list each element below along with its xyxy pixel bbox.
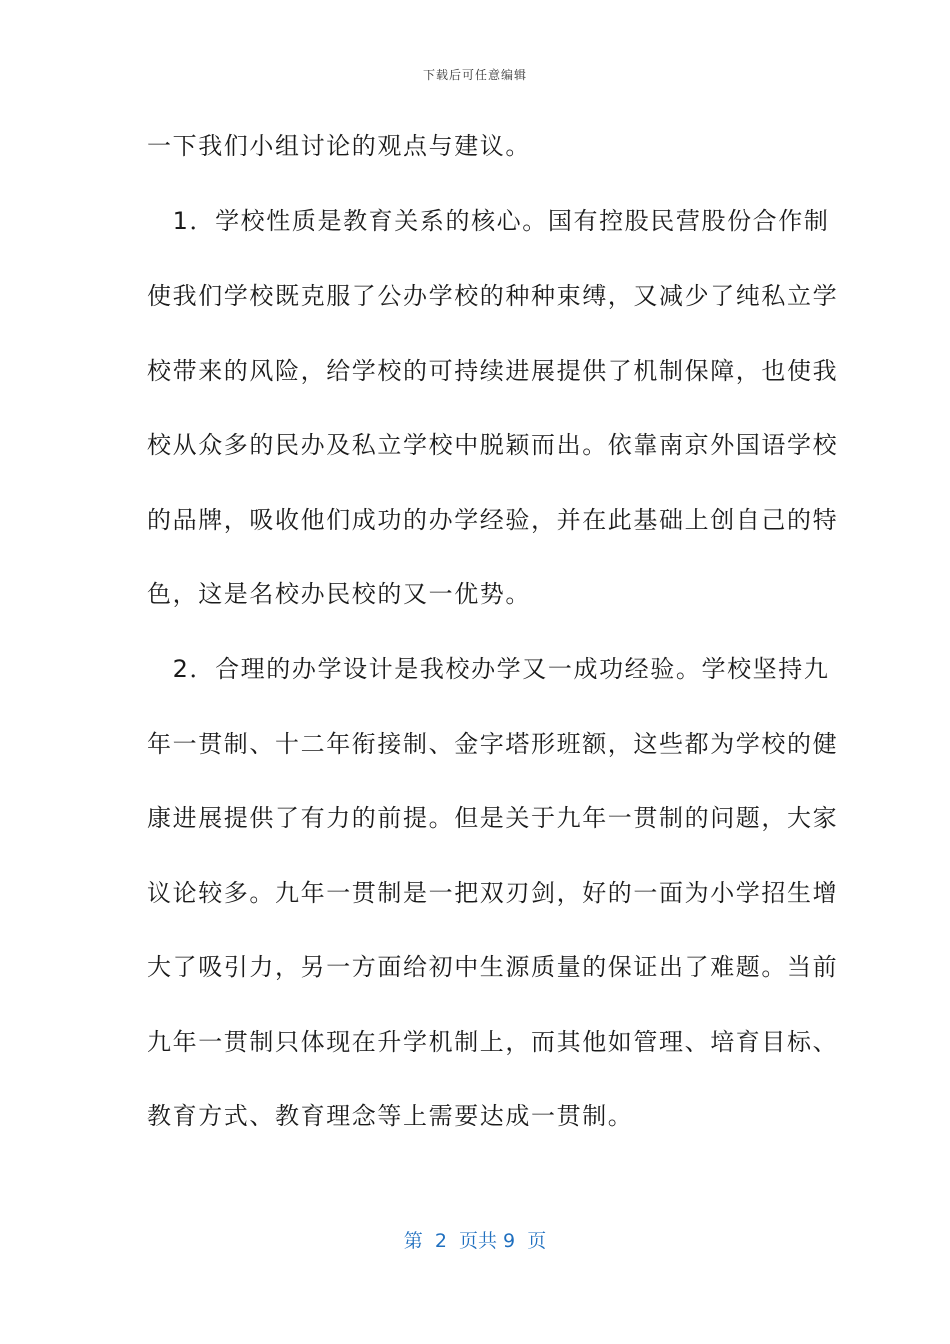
body-line-7: 色，这是名校办民校的又一优势。 bbox=[147, 580, 531, 608]
body-line-1: 一下我们小组讨论的观点与建议。 bbox=[147, 132, 531, 160]
body-line-6: 的品牌，吸收他们成功的办学经验，并在此基础上创自己的特 bbox=[147, 506, 839, 534]
body-line-10: 康进展提供了有力的前提。但是关于九年一贯制的问题，大家 bbox=[147, 804, 839, 832]
header-note: 下载后可任意编辑 bbox=[422, 68, 527, 82]
body-line-11: 议论较多。九年一贯制是一把双刃剑，好的一面为小学招生增 bbox=[147, 879, 839, 907]
body-line-4: 校带来的风险，给学校的可持续进展提供了机制保障，也使我 bbox=[147, 357, 839, 385]
body-line-8: 2．合理的办学设计是我校办学又一成功经验。学校坚持九 bbox=[147, 655, 830, 683]
body-line-14: 教育方式、教育理念等上需要达成一贯制。 bbox=[147, 1102, 634, 1130]
page-number-footer: 第 2 页共 9 页 bbox=[403, 1230, 547, 1252]
body-line-9: 年一贯制、十二年衔接制、金字塔形班额，这些都为学校的健 bbox=[147, 730, 839, 758]
body-line-12: 大了吸引力，另一方面给初中生源质量的保证出了难题。当前 bbox=[147, 953, 839, 981]
body-line-2: 1．学校性质是教育关系的核心。国有控股民营股份合作制 bbox=[147, 207, 830, 235]
body-line-13: 九年一贯制只体现在升学机制上，而其他如管理、培育目标、 bbox=[147, 1028, 839, 1056]
body-line-3: 使我们学校既克服了公办学校的种种束缚，又减少了纯私立学 bbox=[147, 282, 839, 310]
body-line-5: 校从众多的民办及私立学校中脱颖而出。依靠南京外国语学校 bbox=[147, 431, 839, 459]
